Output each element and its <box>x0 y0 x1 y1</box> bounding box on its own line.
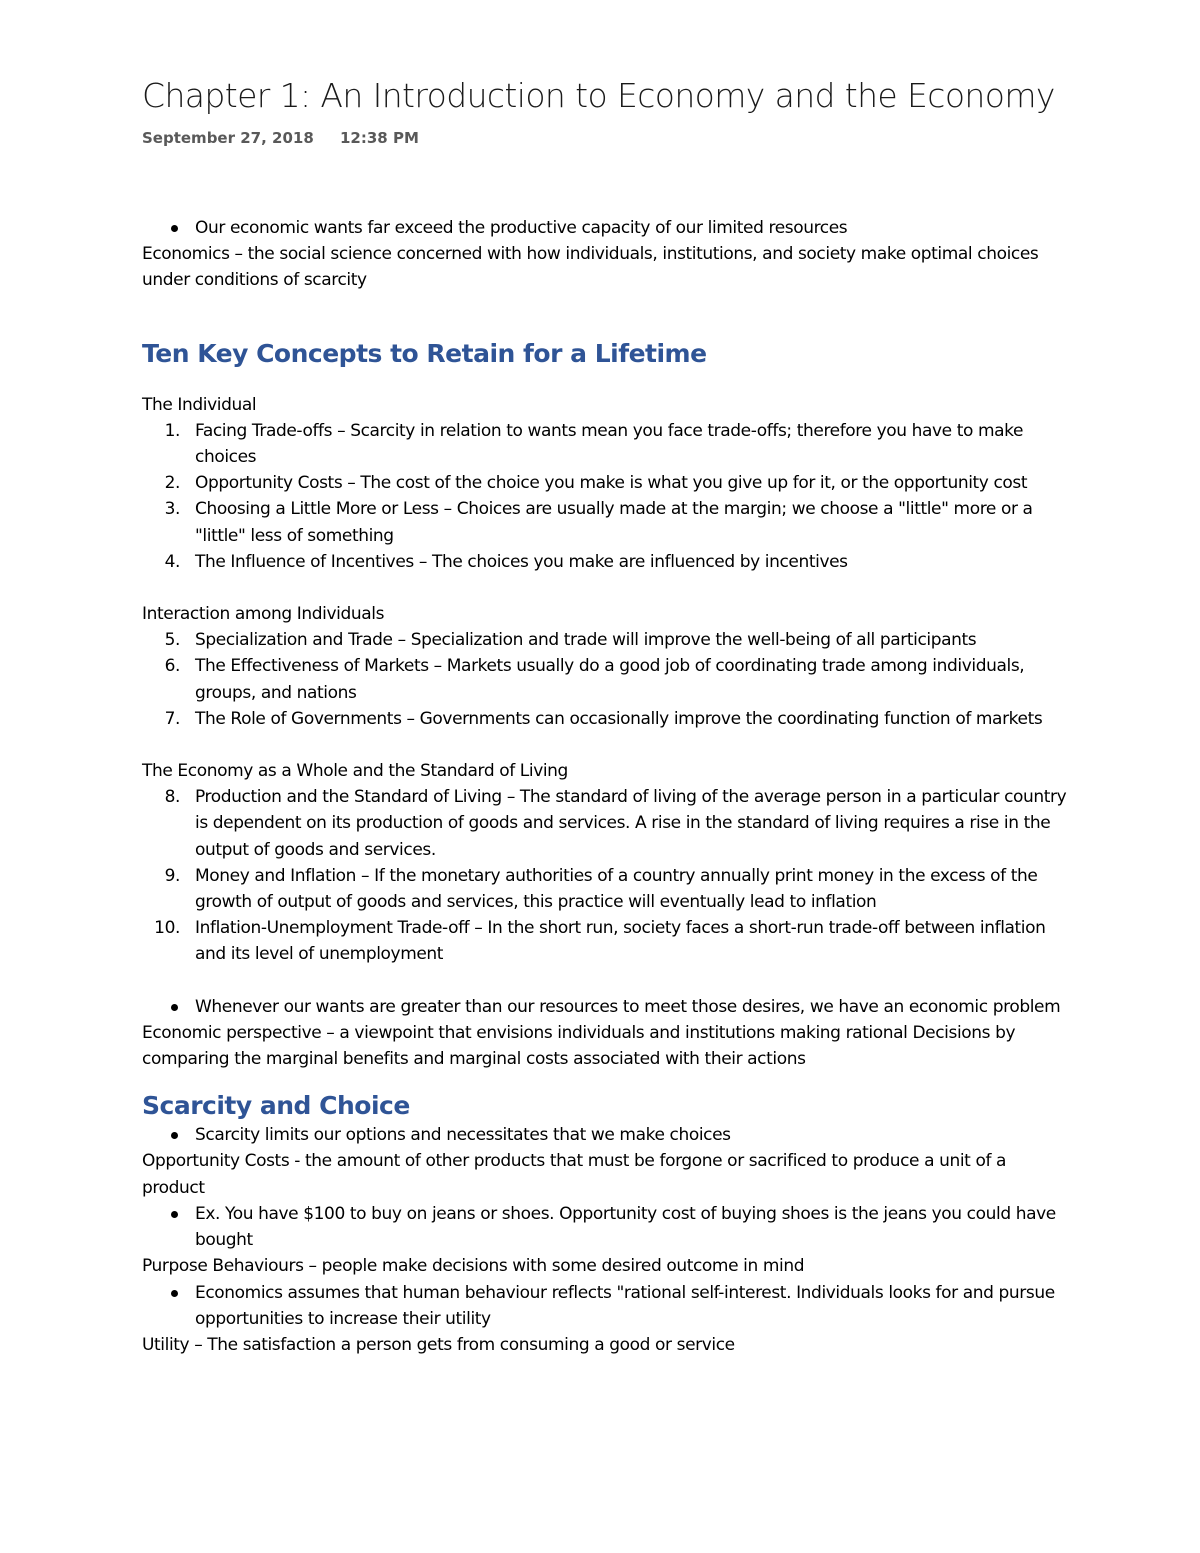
note-date: September 27, 2018 <box>142 129 314 147</box>
item-number: 6. <box>164 656 180 677</box>
item-number: 9. <box>164 865 180 886</box>
definition-economic-perspective: Economic perspective – a viewpoint that envisions individuals and institutions making rational Decisions by comparing the marginal benefits and marginal costs associated with their actions <box>142 1022 1016 1070</box>
numbered-item <box>142 470 1072 496</box>
definition-purpose-behaviours: Purpose Behaviours – people make decisions with some desired outcome in mind <box>142 1256 805 1277</box>
numbered-item <box>142 706 1072 732</box>
numbered-item <box>142 863 1072 915</box>
item-text: The Influence of Incentives – The choices you make are influenced by incentives <box>195 551 848 572</box>
item-number: 10. <box>154 918 180 939</box>
numbered-item <box>142 549 1072 575</box>
group-label-individual: The Individual <box>142 394 257 415</box>
item-text: Production and the Standard of Living – The standard of living of the average person in a particular country is dependent on its production of goods and services. A rise in the standard of living requires a rise in the output of goods and services. <box>195 787 1067 860</box>
numbered-item <box>142 784 1072 863</box>
numbered-item <box>142 418 1072 470</box>
page-title: Chapter 1: An Introduction to Economy and the Economy <box>142 76 1055 115</box>
bullet-item: Economics assumes that human behaviour reflects "rational self-interest. Individuals looks for and pursue opportunities to increase their utility <box>142 1280 1072 1332</box>
document-body <box>142 215 1072 1358</box>
item-text: Choosing a Little More or Less – Choices are usually made at the margin; we choose a "little" more or a "little" less of something <box>195 499 1033 546</box>
section-heading-ten-key-concepts: Ten Key Concepts to Retain for a Lifetime <box>142 338 707 368</box>
numbered-item <box>142 496 1072 548</box>
group-label-interaction: Interaction among Individuals <box>142 604 385 625</box>
note-time: 12:38 PM <box>340 129 419 147</box>
item-text: Money and Inflation – If the monetary authorities of a country annually print money in the excess of the growth of output of goods and services, this practice will eventually lead to inflation <box>195 865 1038 913</box>
item-number: 5. <box>164 630 180 651</box>
item-number: 8. <box>164 787 180 808</box>
item-text: The Effectiveness of Markets – Markets usually do a good job of coordinating trade among individuals, groups, and nations <box>195 656 1025 703</box>
item-text: Inflation-Unemployment Trade-off – In the short run, society faces a short-run trade-off between inflation and its level of unemployment <box>195 918 1046 965</box>
group-label-economy: The Economy as a Whole and the Standard of Living <box>142 761 568 782</box>
item-number: 2. <box>164 473 180 494</box>
bullet-item: Ex. You have $100 to buy on jeans or shoes. Opportunity cost of buying shoes is the jeans you could have bought <box>142 1201 1072 1253</box>
numbered-item <box>142 653 1072 705</box>
item-text: Opportunity Costs – The cost of the choice you make is what you give up for it, or the opportunity cost <box>195 473 1028 494</box>
item-text: The Role of Governments – Governments can occasionally improve the coordinating function of markets <box>195 708 1043 729</box>
item-text: Facing Trade-offs – Scarcity in relation to wants mean you face trade-offs; therefore you have to make choices <box>195 420 1024 468</box>
item-text: Specialization and Trade – Specialization and trade will improve the well-being of all participants <box>195 630 977 651</box>
definition-economics: Economics – the social science concerned with how individuals, institutions, and society make optimal choices under conditions of scarcity <box>142 244 1039 291</box>
bullet-item: Scarcity limits our options and necessitates that we make choices <box>142 1122 1072 1148</box>
numbered-item <box>142 627 1072 653</box>
definition-utility: Utility – The satisfaction a person gets from consuming a good or service <box>142 1334 735 1355</box>
numbered-item <box>142 915 1072 967</box>
bullet-item: Whenever our wants are greater than our resources to meet those desires, we have an economic problem <box>142 994 1072 1020</box>
bullet-item: Our economic wants far exceed the productive capacity of our limited resources <box>142 215 1072 241</box>
item-number: 3. <box>164 499 180 520</box>
definition-opportunity-costs: Opportunity Costs - the amount of other products that must be forgone or sacrificed to produce a unit of a product <box>142 1151 1007 1198</box>
section-heading-scarcity: Scarcity and Choice <box>142 1091 410 1121</box>
item-number: 4. <box>164 551 180 572</box>
item-number: 1. <box>164 420 180 441</box>
item-number: 7. <box>164 708 180 729</box>
